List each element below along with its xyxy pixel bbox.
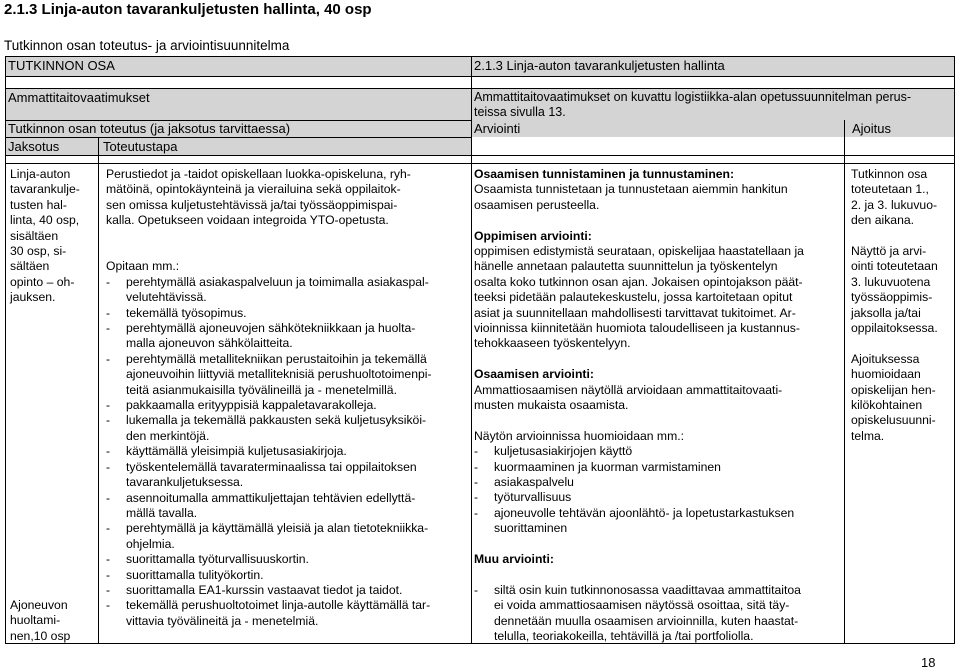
toteutus-label: Tutkinnon osan toteutus (ja jaksotus tarvittaessa): [8, 121, 291, 136]
jaksotus-bottom-cell: [10, 598, 96, 644]
toteutustapa-item: [106, 583, 468, 598]
toteutustapa-item: [106, 444, 468, 459]
tutkinnon-osa-label: TUTKINNON OSA: [8, 58, 115, 73]
naytto-item: [474, 475, 842, 490]
toteutustapa-item: [106, 275, 468, 306]
toteutustapa-list: [106, 275, 468, 629]
ajoitus-line: Tutkinnon osa: [851, 167, 928, 181]
toteutustapa-item-line: perehtymällä ajoneuvojen sähkötekniikkaan ja huolta-: [126, 321, 416, 336]
naytto-dash: -: [474, 444, 479, 459]
ajoitus-line: ointi toteutetaan: [851, 259, 938, 274]
toteutustapa-dash: -: [106, 598, 111, 613]
toteutustapa-dash: -: [106, 351, 111, 366]
toteutustapa-item: [106, 521, 468, 552]
toteutustapa-dash: -: [106, 567, 111, 582]
toteutustapa-dash: -: [106, 305, 111, 320]
jaksotus-line: Linja-auton: [10, 167, 71, 181]
toteutustapa-dash: -: [106, 321, 111, 336]
toteutustapa-item-line: käyttämällä yleisimpiä kuljetusasiakirjoja.: [126, 444, 347, 459]
page-subheading: Tutkinnon osan toteutus- ja arviointisuunnitelma: [4, 38, 290, 53]
table-vline-left: [5, 56, 6, 644]
opitaan-label: Opitaan mm.:: [106, 259, 180, 274]
toteutustapa-item: [106, 306, 468, 321]
ammattitaitovaatimukset-label: Ammattitaitovaatimukset: [8, 90, 150, 105]
naytto-dash: -: [474, 490, 479, 505]
ajoitus-line: huomioidaan: [851, 367, 921, 382]
jaksotus-line: sisältäen: [10, 228, 59, 243]
naytto-item: [474, 490, 842, 505]
naytto-text: asiakaspalvelu: [494, 475, 574, 490]
toteutustapa-item-line: työskentelemällä tavaraterminaalissa tai oppilaitoksen: [126, 459, 417, 474]
toteutustapa-item: [106, 413, 468, 444]
toteutustapa-item: [106, 352, 468, 398]
toteutustapa-item-line: malla ajoneuvon sähkölaitteita.: [126, 336, 293, 351]
jaksotus-cell: [10, 167, 96, 306]
jaksotus-line: sältäen: [10, 259, 50, 274]
toteutustapa-item-line: perehtymällä ja käyttämällä yleisiä ja alan tietotekniikka-: [126, 521, 429, 536]
ajoitus-line: työssäoppimis-: [851, 290, 933, 305]
osaamisen-arviointi-line: musten mukaista osaamista.: [474, 398, 629, 413]
naytto-item: [474, 444, 842, 459]
toteutustapa-item-line: suorittamalla EA1-kurssin vastaavat tiedot ja taidot.: [126, 582, 403, 597]
osaamisen-arviointi-title: Osaamisen arviointi:: [474, 367, 594, 382]
ajoitus-label: Ajoitus: [852, 121, 892, 136]
toteutustapa-intro-line: sen omissa kuljetustehtävissä ja/tai työssäoppimispai-: [106, 197, 398, 212]
jaksotus-line: tavarankulje-: [10, 182, 80, 197]
toteutustapa-item-line: lukemalla ja tekemällä pakkausten sekä kuljetusyksiköi-: [126, 413, 427, 428]
toteutustapa-dash: -: [106, 490, 111, 505]
toteutustapa-item: [106, 398, 468, 413]
toteutustapa-item-line: ohjelmia.: [126, 536, 175, 551]
toteutustapa-intro-line: Perustiedot ja -taidot opiskellaan luokka-opiskeluna, ryh-: [106, 167, 411, 181]
osaamisen-line: osaamisen perusteella.: [474, 197, 600, 212]
toteutustapa-dash: -: [106, 398, 111, 413]
toteutustapa-item: [106, 568, 468, 583]
toteutustapa-dash: -: [106, 552, 111, 567]
jaksotus-bottom-line: nen,10 osp: [10, 628, 71, 643]
toteutustapa-dash: -: [106, 274, 111, 289]
oppimisen-line: teeksi pidetään palautekeskustelu, jossa kartoitetaan opitut: [474, 290, 793, 305]
ammattitaitovaatimukset-value-line1: Ammattitaitovaatimukset on kuvattu logistiikka-alan opetussuunnitelman perus-: [474, 90, 912, 104]
oppimisen-line: asiat ja suunnitellaan mahdollisesti tarvittavat tukitoimet. Ar-: [474, 305, 796, 320]
oppimisen-line: osalta koko tutkinnon osan ajan. Jokaisen opintojakson päät-: [474, 274, 803, 289]
table-line-4: [5, 137, 471, 138]
toteutustapa-item-line: tekemällä työsopimus.: [126, 305, 247, 320]
ajoitus-line: Näyttö ja arvi-: [851, 244, 927, 259]
jaksotus-line: tusten hal-: [10, 197, 67, 212]
toteutustapa-item-line: perehtymällä asiakaspalveluun ja toimimalla asiakaspal-: [126, 274, 429, 289]
jaksotus-line: linta, 40 osp,: [10, 213, 80, 228]
ajoitus-line: telma.: [851, 428, 885, 443]
oppimisen-arviointi-title: Oppimisen arviointi:: [474, 228, 592, 243]
toteutustapa-item-line: asennoitumalla ammattikuljettajan tehtävien edellyttä-: [126, 490, 416, 505]
ajoitus-line: 3. lukuvuotena: [851, 274, 931, 289]
naytto-cont-text: suorittaminen: [494, 521, 568, 536]
muu-line: siltä osin kuin tutkinnonosassa vaadittavaa ammattitaitoa: [494, 582, 801, 597]
jaksotus-line: opinto – oh-: [10, 274, 75, 289]
oppimisen-line: tehokkaaseen työskentelyyn.: [474, 336, 631, 351]
ajoitus-cell: [851, 167, 953, 444]
toteutustapa-dash: -: [106, 582, 111, 597]
table-vline-mid: [471, 56, 472, 644]
toteutustapa-item-line: mällä tavalla.: [126, 505, 198, 520]
osaamisen-line: Osaamista tunnistetaan ja tunnustetaan aiemmin hankitun: [474, 182, 788, 197]
toteutustapa-item: [106, 598, 468, 629]
table-line-6: [5, 163, 954, 164]
toteutustapa-item-line: suorittamalla tulityökortin.: [126, 567, 264, 582]
osaamisen-arviointi-line: Ammattiosaamisen näytöllä arvioidaan ammattitaitovaati-: [474, 382, 783, 397]
toteutustapa-item: [106, 491, 468, 522]
toteutustapa-dash: -: [106, 413, 111, 428]
oppimisen-line: hänelle annetaan palautetta suunnittelun ja työskentelyn: [474, 259, 778, 274]
ajoitus-line: oppilaitoksessa.: [851, 321, 938, 336]
header-band-jaksotus: [5, 137, 471, 155]
table-vline-right: [954, 56, 955, 644]
naytto-item: [474, 460, 842, 475]
ammattitaitovaatimukset-value-line2: teissa sivulla 13.: [474, 105, 566, 119]
arviointi-label: Arviointi: [474, 121, 521, 136]
page-heading: 2.1.3 Linja-auton tavarankuljetusten hallinta, 40 osp: [4, 1, 372, 18]
toteutustapa-dash: -: [106, 521, 111, 536]
jaksotus-line: jauksen.: [10, 290, 56, 305]
toteutustapa-intro-line: kalla. Opetukseen voidaan integroida YTO-opetusta.: [106, 213, 389, 228]
arviointi-cell: [474, 167, 842, 645]
osaamisen-tunnistaminen-title: Osaamisen tunnistaminen ja tunnustaminen:: [474, 167, 735, 181]
naytto-title: Näytön arvioinnissa huomioidaan mm.:: [474, 428, 684, 443]
jaksotus-label: Jaksotus: [8, 139, 60, 154]
naytto-dash: -: [474, 459, 479, 474]
tutkinnon-osa-value: 2.1.3 Linja-auton tavarankuljetusten hallinta: [474, 58, 725, 73]
table-vline-ajoitus: [844, 120, 845, 644]
naytto-item: [474, 506, 842, 521]
ajoitus-line: Ajoituksessa: [851, 351, 920, 366]
table-line-2: [5, 88, 954, 89]
jaksotus-bottom-line: Ajoneuvon: [10, 598, 68, 612]
oppimisen-line: vioinnissa kiinnitetään huomiota taloudelliseen ja kustannus-: [474, 321, 800, 336]
naytto-text: ajoneuvolle tehtävän ajoonlähtö- ja lopetustarkastuksen: [494, 505, 795, 520]
ajoitus-line: jaksolla ja/tai: [851, 305, 921, 320]
toteutustapa-item-line: perehtymällä metallitekniikan perustaitoihin ja tekemällä: [126, 351, 427, 366]
table-vline-jaksotus: [98, 137, 99, 644]
naytto-text: työturvallisuus: [494, 490, 572, 505]
muu-line: ei voida ammattiosaamisen näytössä osoittaa, sitä täy-: [494, 598, 790, 613]
naytto-dash: -: [474, 505, 479, 520]
jaksotus-line: 30 osp, si-: [10, 244, 67, 259]
toteutustapa-item-line: tekemällä perushuoltotoimet linja-autolle käyttämällä tar-: [126, 598, 431, 613]
page-number: 18: [921, 655, 936, 670]
muu-dash: -: [474, 582, 479, 597]
ajoitus-line: opiskelusuunni-: [851, 413, 936, 428]
toteutustapa-item: [106, 460, 468, 491]
toteutustapa-item-line: den merkintöjä.: [126, 428, 210, 443]
ajoitus-line: 2. ja 3. lukuvuo-: [851, 197, 938, 212]
muu-line: dennetään muulla osaamisen arvioinnilla, kuten haastat-: [494, 613, 799, 628]
toteutustapa-item-line: tavarankuljetuksessa.: [126, 475, 244, 490]
naytto-dash: -: [474, 475, 479, 490]
muu-arviointi-title: Muu arviointi:: [474, 552, 554, 567]
toteutustapa-item: [106, 552, 468, 567]
muu-item: [474, 583, 842, 645]
toteutustapa-dash: -: [106, 459, 111, 474]
toteutustapa-dash: -: [106, 444, 111, 459]
toteutustapa-label: Toteutustapa: [103, 139, 178, 154]
table-line-top: [5, 56, 954, 57]
oppimisen-line: oppimisen edistymistä seurataan, opiskelijaa haastatellaan ja: [474, 244, 804, 259]
naytto-text: kuljetusasiakirjojen käyttö: [494, 444, 633, 459]
toteutustapa-cell: [106, 167, 468, 629]
table-line-1: [5, 76, 954, 77]
toteutustapa-item-line: suorittamalla työturvallisuuskortin.: [126, 552, 309, 567]
toteutustapa-item-line: velutehtävissä.: [126, 290, 207, 305]
toteutustapa-item-line: vittavia työvälineitä ja - menetelmiä.: [126, 613, 319, 628]
naytto-text: kuormaaminen ja kuorman varmistaminen: [494, 459, 721, 474]
toteutustapa-item-line: ajoneuvoihin liittyviä metalliteknisiä perushuoltotoimenpi-: [126, 367, 432, 382]
toteutustapa-item-line: teitä asianmukaisilla työvälineillä ja - menetelmillä.: [126, 382, 397, 397]
ajoitus-line: toteutetaan 1.,: [851, 182, 929, 197]
table-line-5: [5, 155, 954, 156]
ajoitus-line: kilökohtainen: [851, 398, 923, 413]
naytto-item-cont: [474, 521, 842, 536]
toteutustapa-item: [106, 321, 468, 352]
ajoitus-line: den aikana.: [851, 213, 915, 228]
muu-line: telulla, teoriakokeilla, tehtävillä ja /tai portfoliolla.: [494, 629, 754, 644]
ajoitus-line: opiskelijan hen-: [851, 382, 936, 397]
jaksotus-bottom-line: huoltami-: [10, 613, 61, 628]
toteutustapa-item-line: pakkaamalla erityyppisiä kappaletavarakolleja.: [126, 398, 377, 413]
toteutustapa-intro-line: mätöinä, opintokäynteinä ja vierailuina sekä oppilaitok-: [106, 182, 401, 197]
